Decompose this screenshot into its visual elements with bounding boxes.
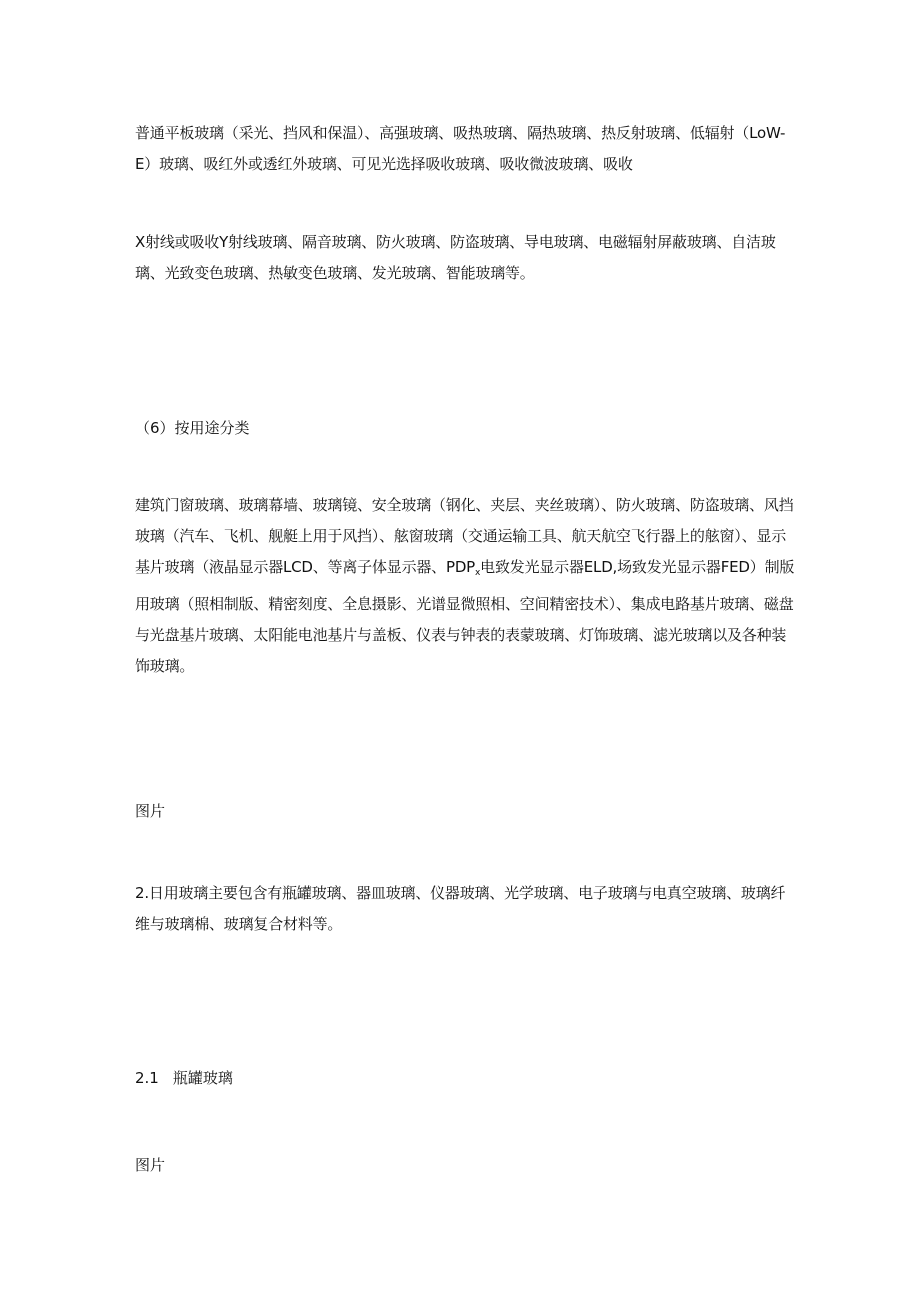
section-number: 2.1 bbox=[135, 1069, 159, 1087]
section-title: 瓶罐玻璃 bbox=[172, 1069, 233, 1087]
image-placeholder-label: 图片 bbox=[135, 802, 166, 820]
paragraph-flat-glass-types: 普通平板玻璃（采光、挡风和保温）、高强玻璃、吸热玻璃、隔热玻璃、热反射玻璃、低辐射（LoW-E）玻璃、吸红外或透红外玻璃、可见光选择吸收玻璃、吸收微波玻璃、吸收 bbox=[135, 124, 786, 173]
paragraph-glass-by-use-part2: 电致发光显示器ELD,场致发光显示器FED）制版用玻璃（照相制版、精密刻度、全息摄影、光谱显微照相、空间精密技术）、集成电路基片玻璃、磁盘与光盘基片玻璃、太阳能电池基片与盖板、仪表与钟表的表蒙玻璃、灯饰玻璃、滤光玻璃以及各种装饰玻璃。 bbox=[135, 558, 795, 675]
paragraph-daily-glass: 2.日用玻璃主要包含有瓶罐玻璃、器皿玻璃、仪器玻璃、光学玻璃、电子玻璃与电真空玻璃、玻璃纤维与玻璃棉、玻璃复合材料等。 bbox=[135, 884, 786, 933]
image-placeholder-label: 图片 bbox=[135, 1156, 166, 1174]
paragraph-special-glass-types: X射线或吸收Y射线玻璃、隔音玻璃、防火玻璃、防盗玻璃、导电玻璃、电磁辐射屏蔽玻璃、自洁玻璃、光致变色玻璃、热敏变色玻璃、发光玻璃、智能玻璃等。 bbox=[135, 233, 776, 282]
paragraph-glass-by-use bbox=[135, 490, 795, 682]
section-heading-by-use: （6）按用途分类 bbox=[135, 419, 250, 437]
pdp-subscript: x bbox=[475, 568, 481, 578]
section-heading-bottle-glass bbox=[135, 1063, 233, 1094]
paragraph-glass-by-use-part1: 建筑门窗玻璃、玻璃幕墙、玻璃镜、安全玻璃（钢化、夹层、夹丝玻璃）、防火玻璃、防盗玻璃、风挡玻璃（汽车、飞机、舰艇上用于风挡）、舷窗玻璃（交通运输工具、航天航空飞行器上的舷窗）、显示基片玻璃（液晶显示器LCD、等离子体显示器、PDP bbox=[135, 496, 794, 576]
